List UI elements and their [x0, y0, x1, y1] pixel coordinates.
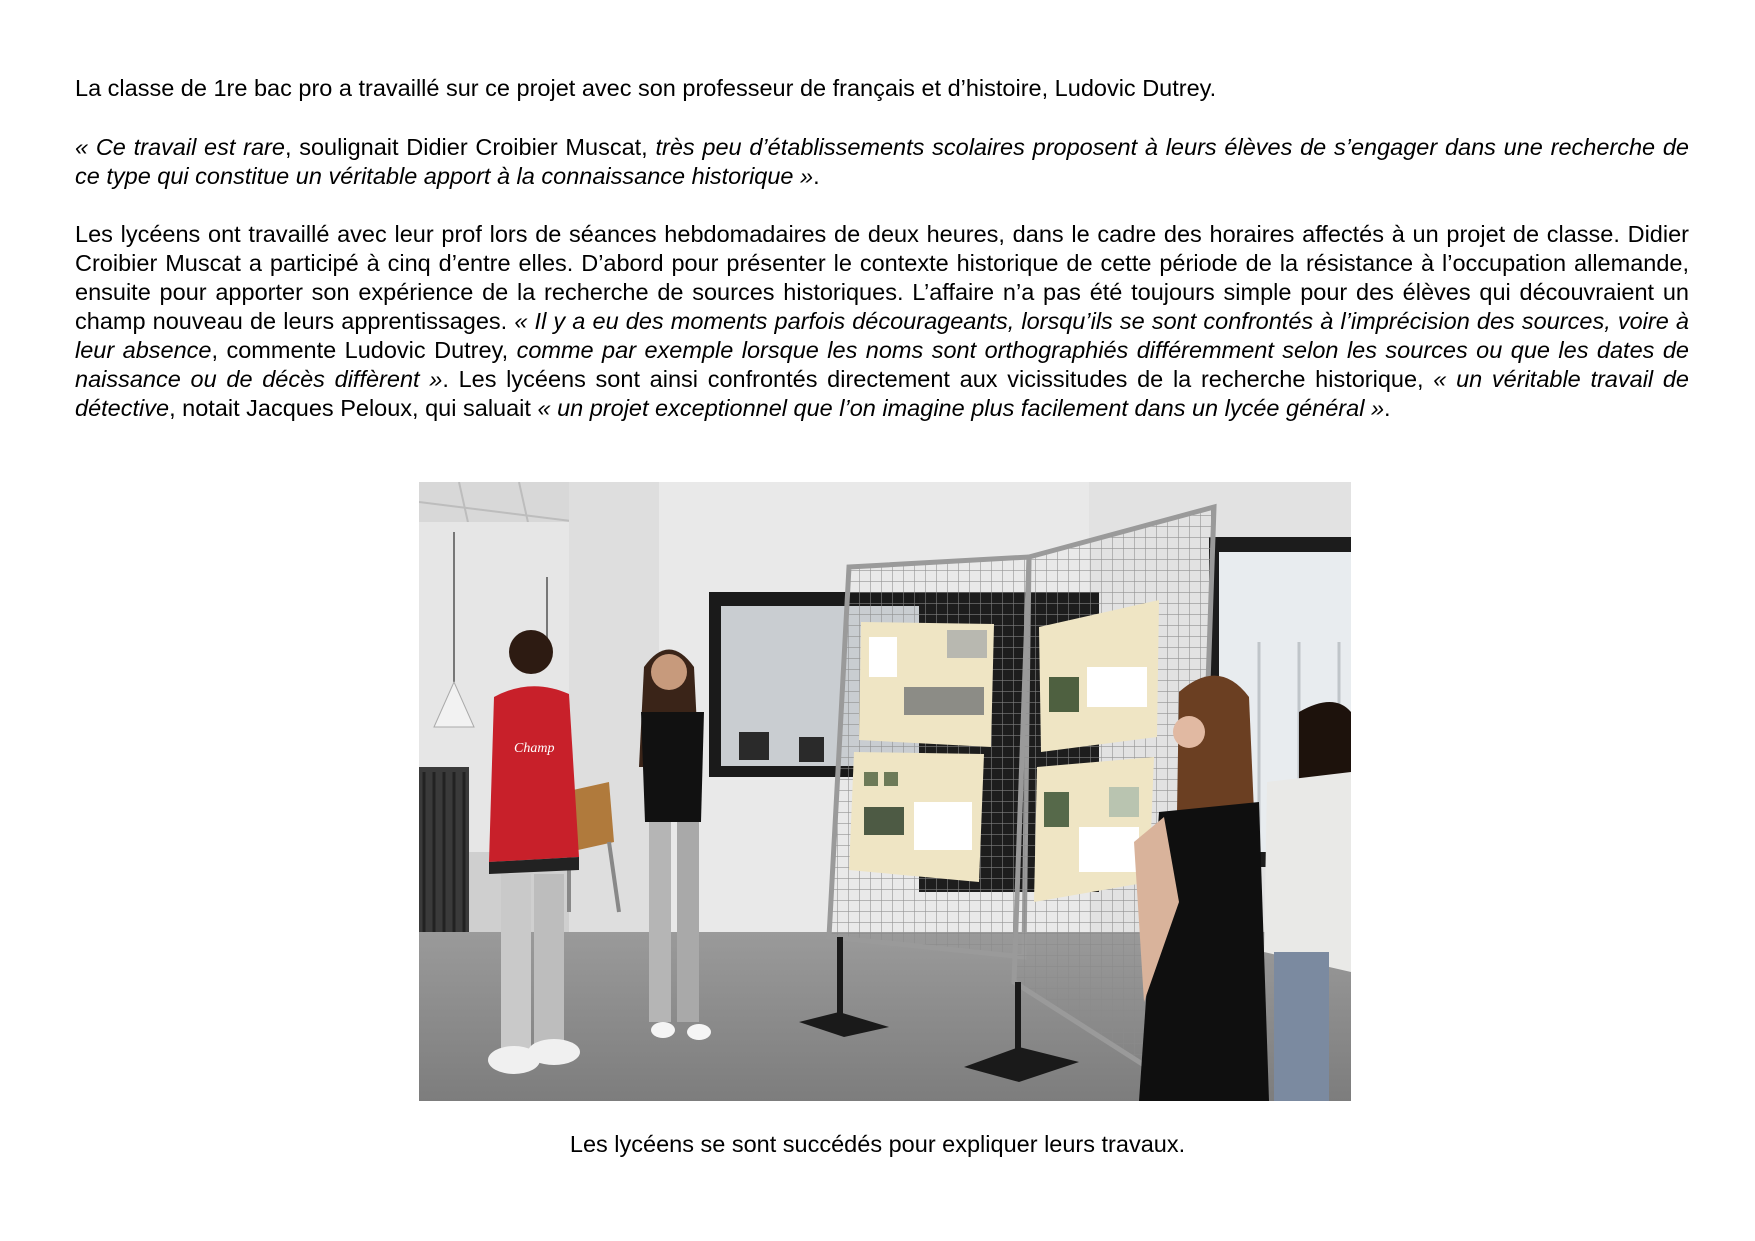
paragraph-quote-croibier: [75, 133, 1689, 191]
text-segment: .: [813, 163, 820, 189]
exhibition-photo: [419, 482, 1351, 1101]
text-segment: .: [1384, 395, 1391, 421]
paragraph-lyceens: [75, 220, 1689, 423]
quote-segment: « un véritable travail de détective: [75, 366, 1689, 421]
text-segment: Les lycéens ont travaillé avec leur prof lors de séances hebdomadaires de deux heures, dans le cadre des horaires affectés à un projet de classe. Didier Croibier Muscat a participé à cinq d’entre elles. D’abord pour présenter le contexte historique de cette période de la résistance à l’occupation allemande, ensuite pour apporter son expérience de la recherche de sources historiques. L’affaire n’a pas été toujours simple pour des élèves qui découvraient un champ nouveau de leurs apprentissages.: [75, 221, 1689, 334]
photo-caption: Les lycéens se sont succédés pour expliquer leurs travaux.: [569, 1131, 1186, 1157]
quote-segment: très peu d’établissements scolaires proposent à leurs élèves de s’engager dans une recherche de ce type qui constitue un véritable apport à la connaissance historique »: [75, 134, 1690, 189]
paragraph-intro-text: La classe de 1re bac pro a travaillé sur ce projet avec son professeur de français et d’histoire, Ludovic Dutrey.: [75, 75, 1217, 101]
quote-segment: « Il y a eu des moments parfois décourageants, lorsqu’ils se sont confrontés à l’imprécision des sources, voire à leur absence: [75, 308, 1689, 363]
paragraph-intro: [75, 74, 1689, 103]
text-segment: , soulignait Didier Croibier Muscat,: [284, 134, 656, 160]
text-segment: , commente Ludovic Dutrey,: [211, 337, 517, 363]
quote-segment: « un projet exceptionnel que l’on imagine plus facilement dans un lycée général »: [537, 395, 1385, 421]
quote-segment: comme par exemple lorsque les noms sont orthographiés différemment selon les sources ou que les dates de naissance ou de décès diffèrent »: [75, 337, 1690, 392]
text-segment: , notait Jacques Peloux, qui saluait: [169, 395, 538, 421]
text-segment: . Les lycéens sont ainsi confrontés directement aux vicissitudes de la recherche historique,: [442, 366, 1434, 392]
quote-segment: « Ce travail est rare: [75, 134, 285, 160]
jacket-lettering: Champ: [514, 741, 555, 756]
